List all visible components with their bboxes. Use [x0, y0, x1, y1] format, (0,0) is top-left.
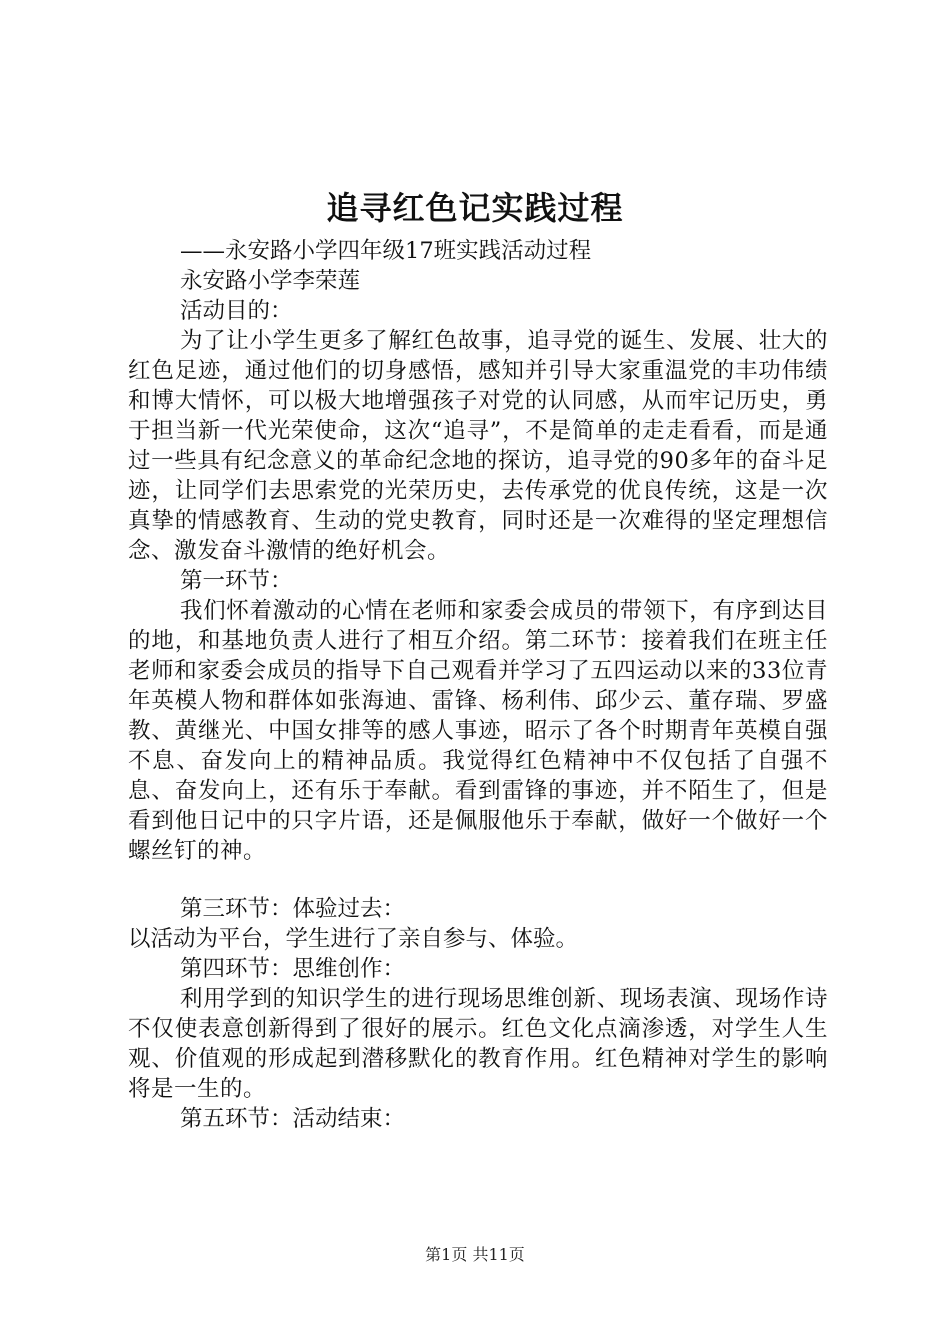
document-body [128, 236, 828, 1134]
document-author: 永安路小学李荣莲 [180, 268, 361, 294]
document-subtitle: ——永安路小学四年级17班实践活动过程 [180, 238, 592, 264]
section4-heading: 第四环节：思维创作： [180, 956, 406, 982]
purpose-paragraph: 为了让小学生更多了解红色故事，追寻党的诞生、发展、壮大的红色足迹，通过他们的切身感悟，感知并引导大家重温党的丰功伟绩和博大情怀，可以极大地增强孩子对党的认同感，从而牢记历史，勇于担当新一代光荣使命，这次“追寻”，不是简单的走走看看，而是通过一些具有纪念意义的革命纪念地的探访，追寻党的90多年的奋斗足迹，让同学们去思索党的光荣历史，去传承党的优良传统，这是一次真挚的情感教育、生动的党史教育，同时还是一次难得的坚定理想信念、激发奋斗激情的绝好机会。 [128, 328, 828, 564]
section3-paragraph: 以活动为平台，学生进行了亲自参与、体验。 [128, 926, 579, 952]
purpose-heading: 活动目的： [180, 298, 293, 324]
section1-heading: 第一环节： [180, 568, 293, 594]
paragraph-spacer [128, 866, 828, 894]
section4-paragraph: 利用学到的知识学生的进行现场思维创新、现场表演、现场作诗不仅使表意创新得到了很好的展示。红色文化点滴渗透，对学生人生观、价值观的形成起到潜移默化的教育作用。红色精神对学生的影响将是一生的。 [128, 986, 828, 1102]
document-title: 追寻红色记实践过程 [326, 189, 624, 227]
page-footer: 第1页 共11页 [425, 1245, 525, 1264]
section5-heading: 第五环节：活动结束： [180, 1106, 406, 1132]
section1-paragraph: 我们怀着激动的心情在老师和家委会成员的带领下，有序到达目的地，和基地负责人进行了相互介绍。第二环节：接着我们在班主任老师和家委会成员的指导下自己观看并学习了五四运动以来的33位青年英模人物和群体如张海迪、雷锋、杨利伟、邱少云、董存瑞、罗盛教、黄继光、中国女排等的感人事迹，昭示了各个时期青年英模自强不息、奋发向上的精神品质。我觉得红色精神中不仅包括了自强不息、奋发向上，还有乐于奉献。看到雷锋的事迹，并不陌生了，但是看到他日记中的只字片语，还是佩服他乐于奉献，做好一个做好一个螺丝钉的神。 [128, 598, 828, 864]
section3-heading: 第三环节：体验过去： [180, 896, 406, 922]
